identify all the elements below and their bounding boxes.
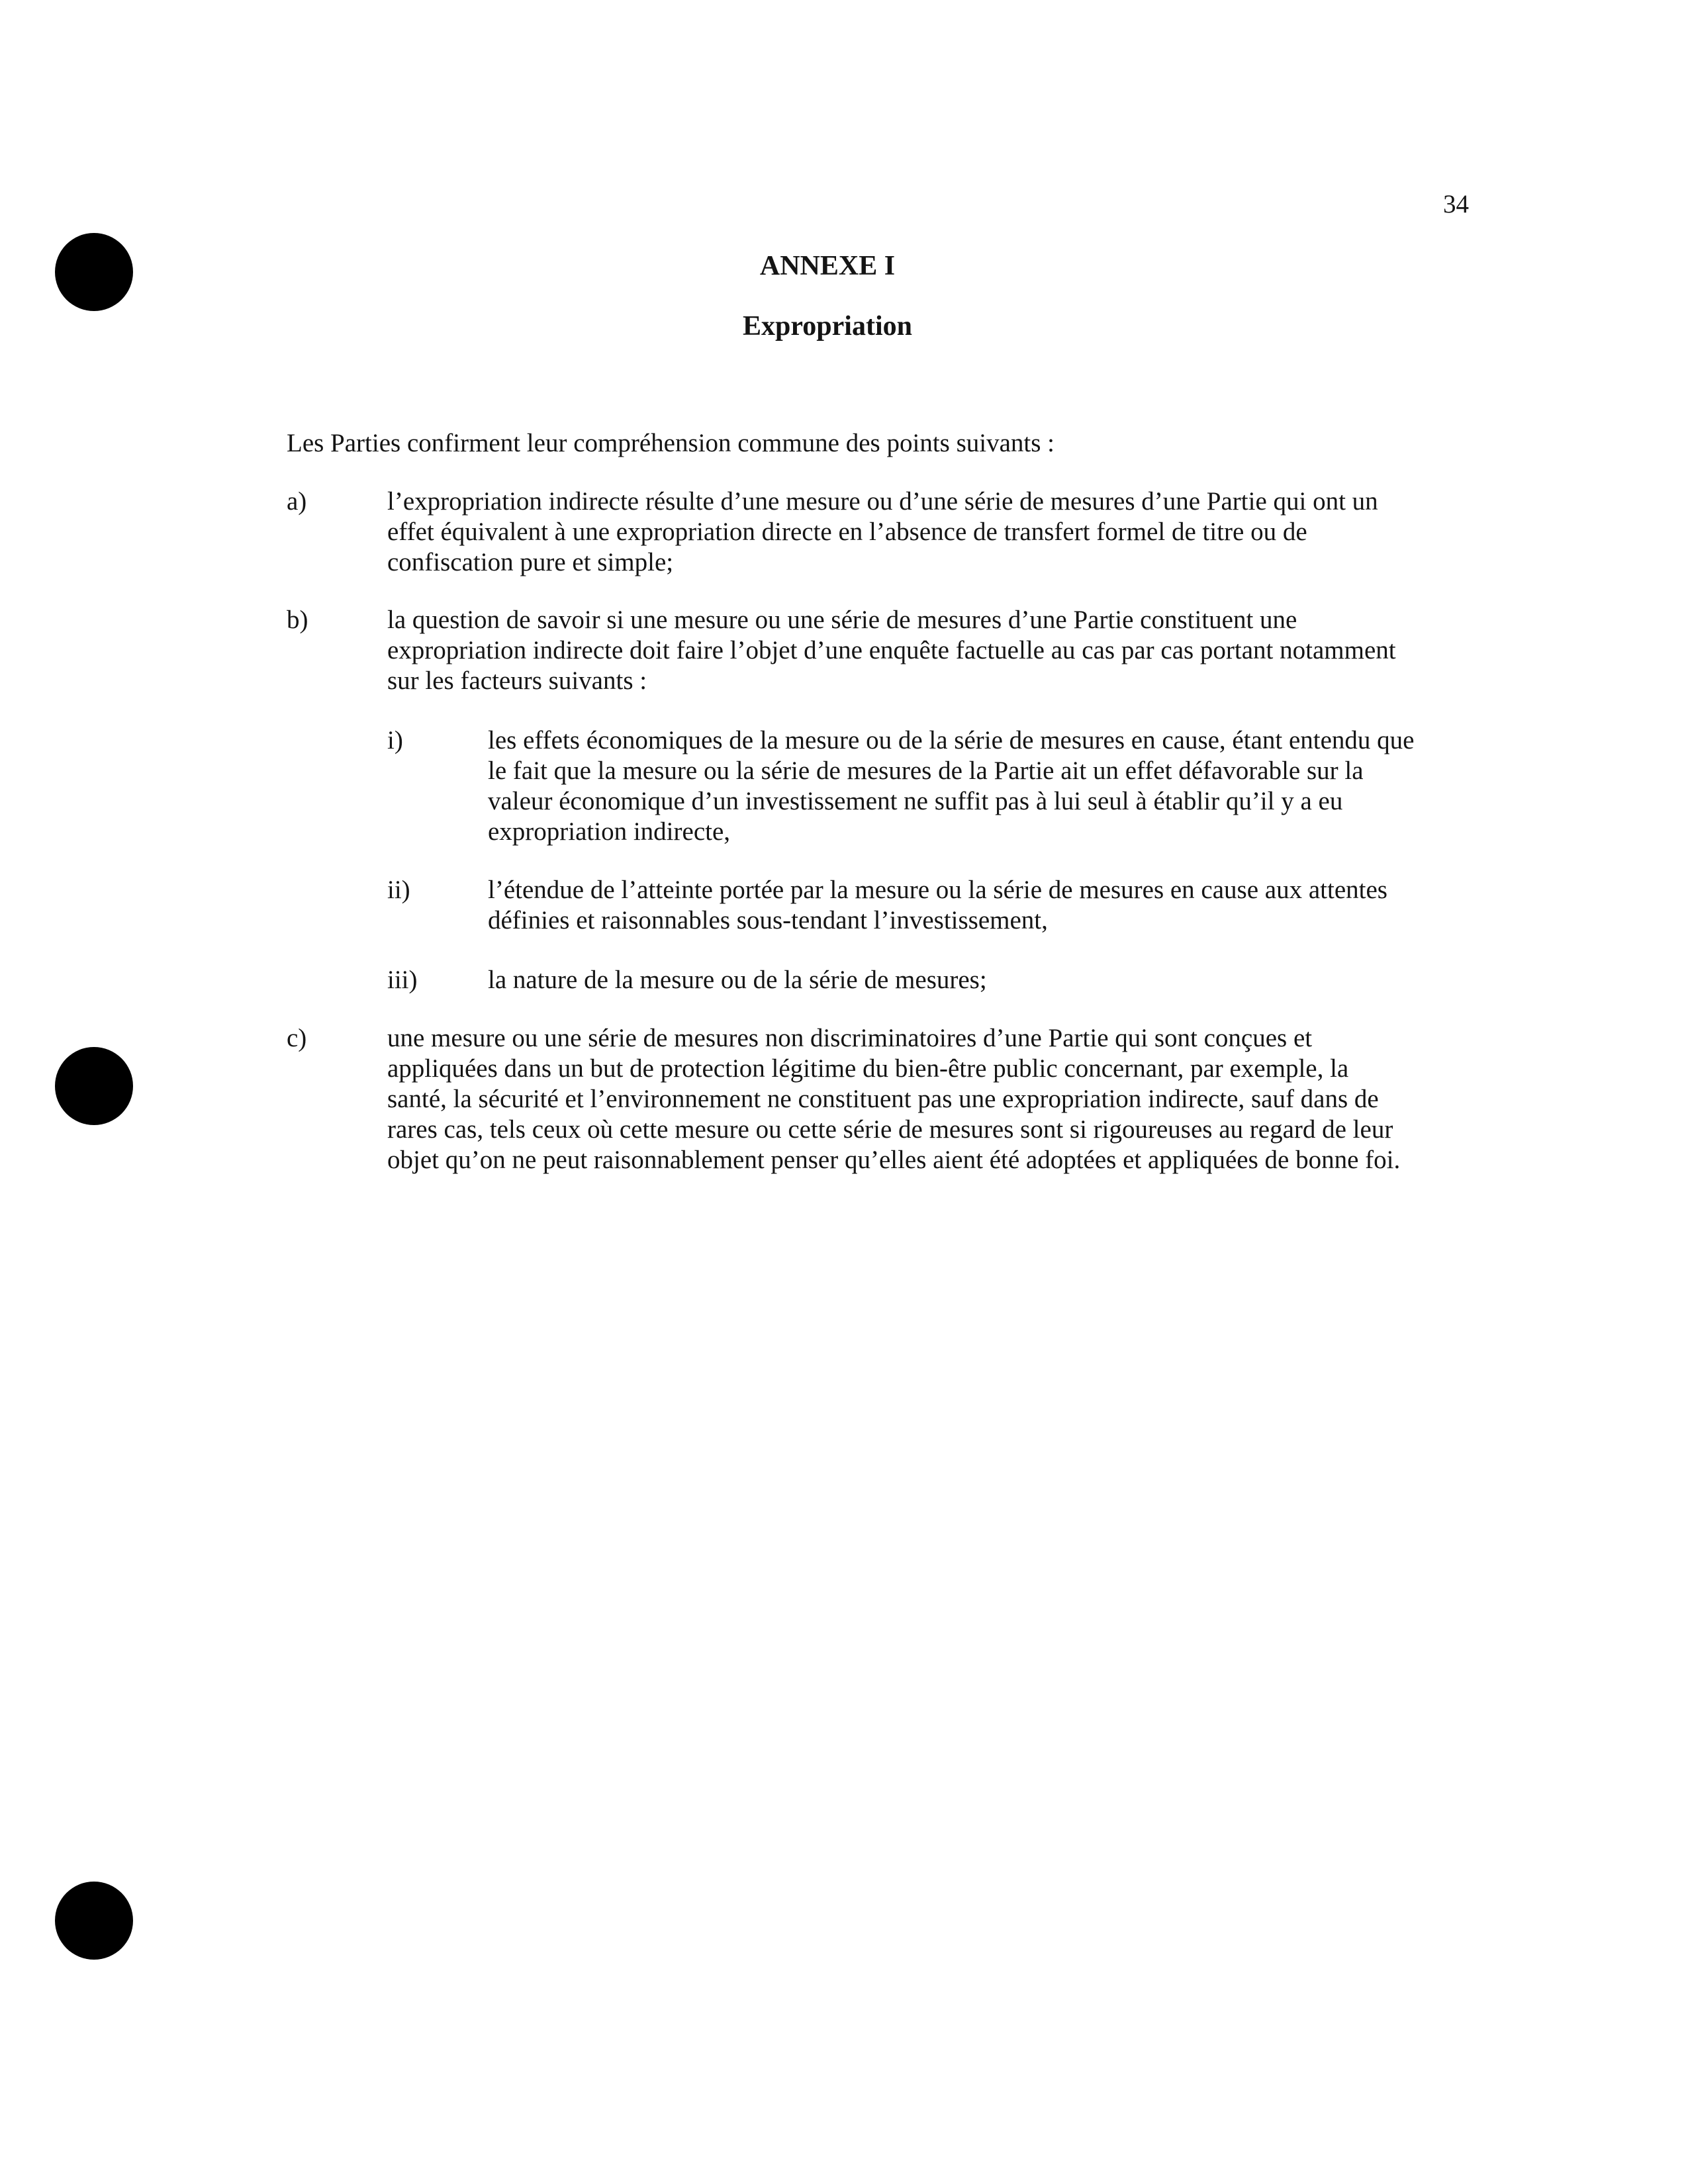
text-line: une mesure ou une série de mesures non discriminatoires d’une Partie qui sont conçues et [387,1024,1313,1052]
list-item-label: b) [287,606,308,634]
annex-title: ANNEXE I [759,251,896,281]
intro-paragraph: Les Parties confirment leur compréhension commune des points suivants : [287,429,1055,457]
text-line: expropriation indirecte, [488,817,731,846]
list-item-label: a) [287,487,307,516]
list-item-label: c) [287,1024,307,1052]
text-line: le fait que la mesure ou la série de mesures de la Partie ait un effet défavorable sur la [488,756,1364,785]
sub-item-text [488,965,1646,995]
text-line: l’étendue de l’atteinte portée par la mesure ou la série de mesures en cause aux attentes [488,876,1387,904]
text-line: santé, la sécurité et l’environnement ne constituent pas une expropriation indirecte, sauf dans de [387,1085,1379,1113]
list-item-text [387,486,1645,578]
list-item-text [387,605,1645,696]
text-line: objet qu’on ne peut raisonnablement penser qu’elles aient été adoptées et appliquées de bonne foi. [387,1146,1401,1174]
sub-item-text [488,725,1646,847]
sub-item-label: i) [387,726,403,754]
text-line: l’expropriation indirecte résulte d’une mesure ou d’une série de mesures d’une Partie qui ont un [387,487,1378,516]
text-line: la question de savoir si une mesure ou une série de mesures d’une Partie constituent une [387,606,1297,634]
text-line: confiscation pure et simple; [387,548,674,576]
text-line: la nature de la mesure ou de la série de mesures; [488,966,987,994]
binder-punch-hole-middle [55,1047,133,1125]
text-line: expropriation indirecte doit faire l’objet d’une enquête factuelle au cas par cas portant notamment [387,636,1396,664]
text-line: définies et raisonnables sous-tendant l’investissement, [488,906,1048,934]
text-line: les effets économiques de la mesure ou de la série de mesures en cause, étant entendu que [488,726,1415,754]
list-item-text [387,1023,1645,1175]
text-line: effet équivalent à une expropriation directe en l’absence de transfert formel de titre ou de [387,518,1307,546]
sub-item-label: ii) [387,876,410,904]
sub-item-text [488,875,1646,936]
page-number: 34 [1443,190,1469,218]
text-line: sur les facteurs suivants : [387,666,647,695]
text-line: appliquées dans un but de protection légitime du bien-être public concernant, par exemple, la [387,1054,1349,1083]
sub-item-label: iii) [387,966,418,994]
text-line: rares cas, tels ceux où cette mesure ou cette série de mesures sont si rigoureuses au regard de leur [387,1115,1393,1144]
binder-punch-hole-bottom [55,1882,133,1960]
annex-subtitle: Expropriation [743,311,912,341]
text-line: valeur économique d’un investissement ne suffit pas à lui seul à établir qu’il y a eu [488,787,1343,815]
